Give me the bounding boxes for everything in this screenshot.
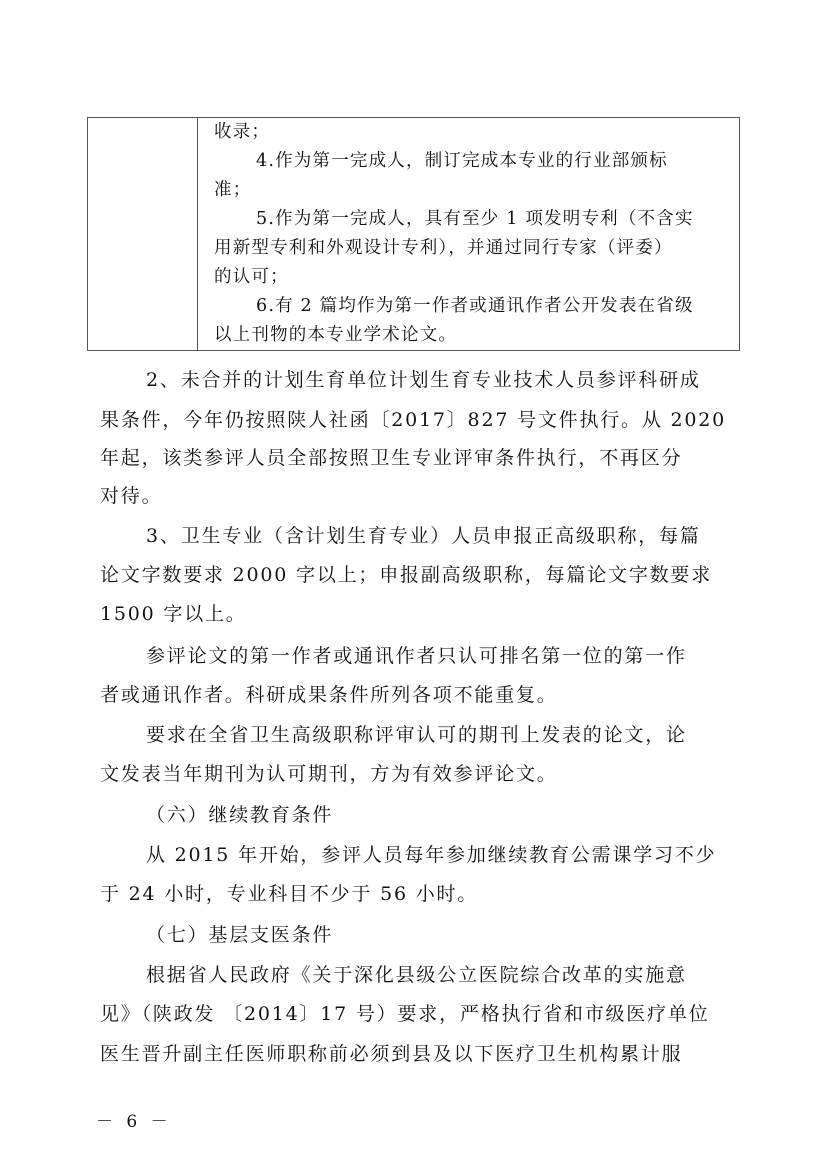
- table-left-cell: [88, 118, 198, 350]
- table-line: 5.作为第一完成人，具有至少 1 项发明专利（不含实: [256, 209, 694, 229]
- paragraph-line: 2、未合并的计划生育单位计划生育专业技术人员参评科研成: [146, 369, 701, 391]
- paragraph-line: 要求在全省卫生高级职称评审认可的期刊上发表的论文，论: [146, 724, 687, 746]
- paragraph-line: 年起，该类参评人员全部按照卫生专业评审条件执行，不再区分: [100, 447, 683, 469]
- paragraph-line: 于 24 小时，专业科目不少于 56 小时。: [100, 883, 479, 905]
- table-line: 6.有 2 篇均作为第一作者或通讯作者公开发表在省级: [256, 296, 694, 316]
- paragraph-line: 文发表当年期刊为认可期刊，方为有效参评论文。: [100, 763, 558, 785]
- table-line: 用新型专利和外观设计专利），并通过同行专家（评委）: [214, 238, 673, 258]
- paragraph-line: 果条件，今年仍按照陕人社函〔2017〕827 号文件执行。从 2020: [100, 409, 727, 431]
- table-right-cell: [198, 118, 739, 350]
- section-heading: （七）基层支医条件: [146, 924, 334, 946]
- table-line: 的认可；: [214, 267, 289, 287]
- paragraph-line: 参评论文的第一作者或通讯作者只认可排名第一位的第一作: [146, 645, 687, 667]
- table-line: 收录；: [214, 122, 271, 142]
- paragraph-line: 者或通讯作者。科研成果条件所列各项不能重复。: [100, 684, 558, 706]
- table-line: 以上刊物的本专业学术论文。: [214, 325, 458, 345]
- paragraph-line: 医生晋升副主任医师职称前必须到县及以下医疗卫生机构累计服: [100, 1043, 683, 1065]
- table-line: 准；: [214, 180, 252, 200]
- section-heading: （六）继续教育条件: [146, 804, 334, 826]
- paragraph-line: 见》（陕政发 〔2014〕17 号）要求，严格执行省和市级医疗单位: [100, 1003, 710, 1025]
- paragraph-line: 3、卫生专业（含计划生育专业）人员申报正高级职称，每篇: [146, 525, 701, 547]
- paragraph-line: 1500 字以上。: [100, 603, 247, 625]
- paragraph-line: 从 2015 年开始，参评人员每年参加继续教育公需课学习不少: [146, 844, 717, 866]
- table-line: 4.作为第一完成人，制订完成本专业的行业部颁标: [256, 151, 668, 171]
- paragraph-line: 根据省人民政府《关于深化县级公立医院综合改革的实施意: [146, 964, 687, 986]
- page-number: － 6 －: [96, 1112, 172, 1132]
- paragraph-line: 论文字数要求 2000 字以上；申报副高级职称，每篇论文字数要求: [100, 564, 713, 586]
- continuation-table: [87, 117, 740, 351]
- paragraph-line: 对待。: [100, 485, 163, 507]
